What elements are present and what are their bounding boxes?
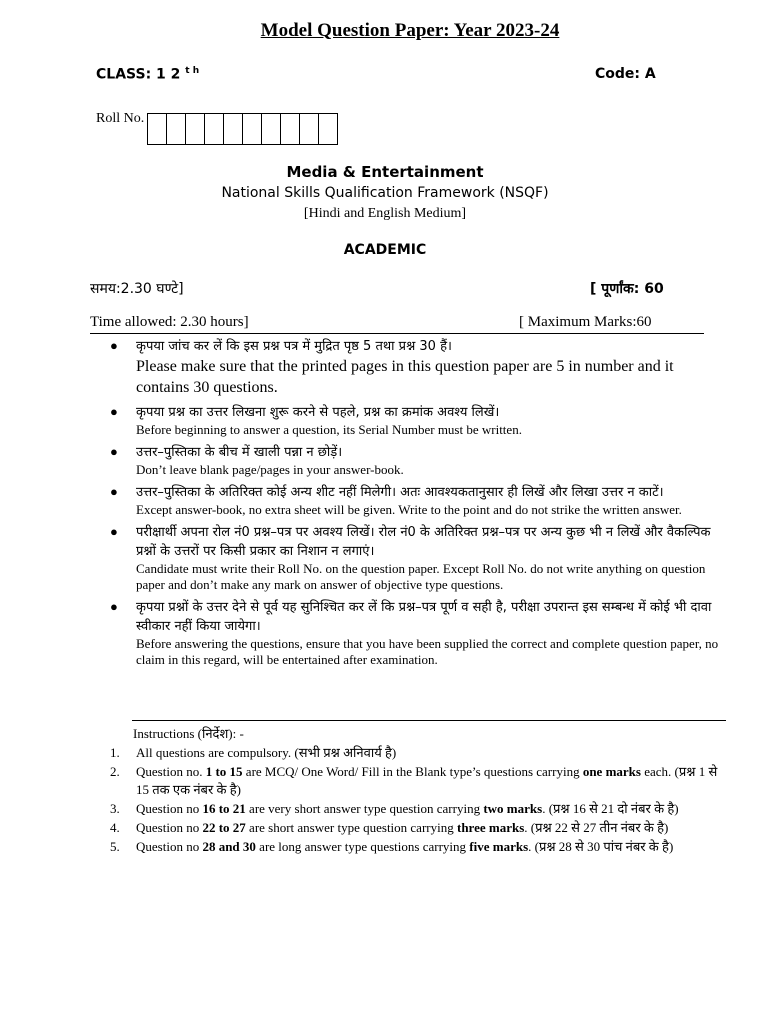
subject-title: Media & Entertainment <box>286 163 484 181</box>
marks-value: five marks <box>469 839 529 854</box>
item-number: 2. <box>110 764 120 779</box>
header-divider <box>90 333 704 334</box>
question-range: 16 to 21 <box>202 801 246 816</box>
item-number: 4. <box>110 820 120 835</box>
instruction-english: Don’t leave blank page/pages in your answer-book. <box>136 462 404 477</box>
roll-box[interactable] <box>223 113 243 145</box>
list-item <box>110 483 730 518</box>
roll-boxes[interactable] <box>148 113 338 145</box>
instruction-text: . (प्रश्न 16 से 21 दो नंबर के है) <box>542 801 679 816</box>
instruction-hindi: कृपया प्रश्न का उत्तर लिखना शुरू करने से पहले, प्रश्न का क्रमांक अवश्य लिखें। <box>136 405 500 420</box>
question-range: 1 to 15 <box>205 764 243 779</box>
class-label <box>96 66 199 83</box>
time-hindi: समय:2.30 घण्टे] <box>90 281 184 297</box>
class-superscript: t h <box>185 66 200 76</box>
marks-hindi: [ पूर्णांक: 60 <box>590 281 664 297</box>
instruction-english: Candidate must write their Roll No. on the question paper. Except Roll No. do not write anything on question paper and don’t make any mark on answer of objective type questions. <box>136 561 706 592</box>
instruction-english: Please make sure that the printed pages in this question paper are 5 in number and it contains 30 questions. <box>136 358 674 396</box>
instruction-hindi: कृपया जांच कर लें कि इस प्रश्न पत्र में मुद्रित पृष्ठ 5 तथा प्रश्न 30 हैं। <box>136 339 452 354</box>
instruction-text: Question no <box>136 820 203 835</box>
marking-instructions-list <box>110 744 730 857</box>
instruction-hindi: उत्तर–पुस्तिका के बीच में खाली पन्ना न छोड़ें। <box>136 445 343 460</box>
bullet-icon: ● <box>110 404 118 419</box>
roll-box[interactable] <box>185 113 205 145</box>
instruction-text: . (प्रश्न 22 से 27 तीन नंबर के है) <box>524 820 669 835</box>
list-item <box>110 443 730 478</box>
instruction-text: Question no <box>136 839 203 854</box>
instruction-hindi: उत्तर–पुस्तिका के अतिरिक्त कोई अन्य शीट नहीं मिलेगी। अतः आवश्यकतानुसार ही लिखें और लिखा उत्तर न काटें। <box>136 485 664 500</box>
roll-box[interactable] <box>242 113 262 145</box>
list-item <box>110 403 730 438</box>
list-item <box>110 819 730 837</box>
academic-label: ACADEMIC <box>343 242 427 258</box>
instructions-divider <box>132 720 726 721</box>
instruction-text: . (प्रश्न 28 से 30 पांच नंबर के है) <box>528 839 674 854</box>
instruction-hindi: कृपया प्रश्नों के उत्तर देने से पूर्व यह सुनिश्चित कर लें कि प्रश्न–पत्र पूर्ण व सही है, परीक्षा उपरान्त इस सम्बन्ध में कोई भी दावा स्वीकार नहीं किया जायेगा। <box>136 600 712 634</box>
marks-value: two marks <box>483 801 543 816</box>
bullet-icon: ● <box>110 599 118 614</box>
roll-box[interactable] <box>280 113 300 145</box>
medium-line: [Hindi and English Medium] <box>303 206 467 221</box>
instruction-text: are long answer type questions carrying <box>255 839 470 854</box>
roll-box[interactable] <box>261 113 281 145</box>
framework-line: National Skills Qualification Framework (NSQF) <box>221 185 549 201</box>
roll-box[interactable] <box>318 113 338 145</box>
marks-english: [ Maximum Marks:60 <box>519 314 652 330</box>
instruction-text: are MCQ/ One Word/ Fill in the Blank type’s questions carrying <box>242 764 583 779</box>
class-text: CLASS: 1 2 <box>96 66 181 83</box>
item-number: 5. <box>110 839 120 854</box>
roll-box[interactable] <box>166 113 186 145</box>
instruction-text: are short answer type question carrying <box>245 820 457 835</box>
list-item <box>110 838 730 856</box>
roll-number-field <box>96 111 338 145</box>
instruction-text: each. (प्रश्न 1 से 15 तक एक नंबर के है) <box>136 764 718 797</box>
general-instructions-list <box>110 337 730 673</box>
instruction-text: Question no. <box>136 764 206 779</box>
bullet-icon: ● <box>110 484 118 499</box>
marks-value: one marks <box>582 764 641 779</box>
instruction-text: Question no <box>136 801 203 816</box>
list-item <box>110 800 730 818</box>
list-item <box>110 763 730 799</box>
instruction-english: Except answer-book, no extra sheet will be given. Write to the point and do not strike the written answer. <box>136 502 682 517</box>
paper-title: Model Question Paper: Year 2023-24 <box>260 20 560 41</box>
paper-code: Code: A <box>595 66 656 82</box>
roll-box[interactable] <box>204 113 224 145</box>
list-item <box>110 523 730 593</box>
list-item <box>110 744 730 762</box>
roll-box[interactable] <box>299 113 319 145</box>
instruction-text: All questions are compulsory. (सभी प्रश्न अनिवार्य है) <box>136 745 397 760</box>
question-range: 28 and 30 <box>202 839 256 854</box>
list-item <box>110 337 730 398</box>
time-english: Time allowed: 2.30 hours] <box>90 314 249 330</box>
instructions-title: Instructions (निर्देश): - <box>133 726 244 741</box>
bullet-icon: ● <box>110 338 118 353</box>
instruction-english: Before beginning to answer a question, its Serial Number must be written. <box>136 422 522 437</box>
marks-value: three marks <box>456 820 525 835</box>
instruction-hindi: परीक्षार्थी अपना रोल नं0 प्रश्न–पत्र पर अवश्य लिखें। रोल नं0 के अतिरिक्त प्रश्न–पत्र पर अन्य कुछ भी न लिखें और वैकल्पिक प्रश्नों के उत्तरों पर किसी प्रकार का निशान न लगाएं। <box>136 525 711 559</box>
item-number: 1. <box>110 745 120 760</box>
instruction-english: Before answering the questions, ensure that you have been supplied the correct and complete question paper, no claim in this regard, will be entertained after examination. <box>136 636 719 667</box>
bullet-icon: ● <box>110 444 118 459</box>
item-number: 3. <box>110 801 120 816</box>
question-range: 22 to 27 <box>202 820 246 835</box>
list-item <box>110 598 730 668</box>
roll-label: Roll No. <box>96 111 145 126</box>
instruction-text: are very short answer type question carrying <box>245 801 484 816</box>
roll-box[interactable] <box>147 113 167 145</box>
bullet-icon: ● <box>110 524 118 539</box>
